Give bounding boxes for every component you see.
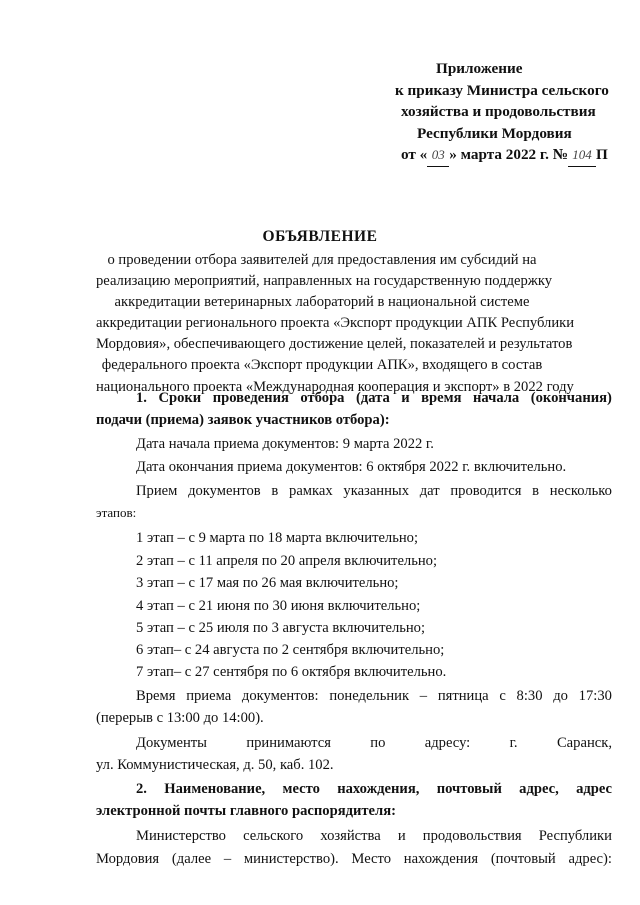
heading-word: адрес — [576, 781, 612, 797]
appendix-line: Республики Мордовия — [417, 124, 572, 142]
subtitle-line: реализацию мероприятий, направленных на государственную поддержку — [96, 273, 553, 290]
heading-word: почтовый — [436, 781, 502, 797]
heading-word: отбора — [300, 390, 345, 406]
heading-word: начала — [472, 390, 520, 406]
section1-heading — [136, 387, 612, 409]
heading-word: время — [421, 390, 462, 406]
appendix-line: к приказу Министра сельского — [395, 81, 609, 99]
heading-word: и — [401, 390, 410, 406]
heading-word: 1. — [136, 390, 147, 406]
section2-heading-cont — [96, 800, 396, 822]
document-subtitle — [96, 250, 575, 398]
heading-text: подачи (приема) заявок участников отбора): — [96, 412, 390, 428]
stage-item: 3 этап – с 17 мая по 26 мая включительно; — [136, 575, 399, 591]
section1-heading-cont — [96, 409, 390, 431]
heading-word: 2. — [136, 781, 147, 797]
appendix-date-line — [401, 144, 608, 167]
subtitle-line: национального проекта «Международная кооперация и экспорт» в 2022 году — [96, 378, 574, 395]
section2-paragraph: Министерство сельского хозяйства и продовольствия Республики — [136, 828, 612, 844]
subtitle-line: аккредитации регионального проекта «Экспорт продукции АПК Республики — [96, 315, 575, 332]
subtitle-line: Мордовия», обеспечивающего достижение целей, показателей и результатов — [96, 336, 573, 353]
stage-item: 4 этап – с 21 июня по 30 июня включительно; — [136, 598, 421, 614]
stages-intro-cont: этапов: — [96, 505, 137, 520]
working-hours-cont: (перерыв с 13:00 до 14:00). — [96, 710, 264, 726]
heading-word: адрес, — [519, 781, 559, 797]
heading-word: Сроки — [158, 390, 202, 406]
heading-word: Наименование, — [164, 781, 266, 797]
working-hours: Время приема документов: понедельник – пятница с 8:30 до 17:30 — [136, 688, 612, 704]
appendix-line: Приложение — [436, 60, 523, 77]
document-title: ОБЪЯВЛЕНИЕ — [262, 228, 378, 245]
subtitle-line: аккредитации ветеринарных лабораторий в национальной системе — [114, 294, 530, 311]
stages-intro: Прием документов в рамках указанных дат проводится в несколько — [136, 483, 612, 499]
stage-item: 5 этап – с 25 июля по 3 августа включительно; — [136, 620, 426, 636]
address-line-cont: ул. Коммунистическая, д. 50, каб. 102. — [96, 757, 334, 773]
number-suffix: П — [595, 146, 608, 163]
handwritten-day: 03 — [427, 144, 449, 167]
subtitle-line: о проведении отбора заявителей для предоставления им субсидий на — [107, 252, 537, 268]
heading-word: (дата — [355, 390, 390, 406]
heading-word: проведения — [212, 390, 289, 406]
start-date: Дата начала приема документов: 9 марта 2022 г. — [136, 436, 434, 452]
end-date: Дата окончания приема документов: 6 октября 2022 г. включительно. — [136, 459, 567, 475]
stage-item: 2 этап – с 11 апреля по 20 апреля включительно; — [136, 553, 438, 569]
address-line: Документы принимаются по адресу: г. Саранск, — [136, 735, 612, 751]
heading-word: (окончания) — [530, 390, 612, 406]
subtitle-line: федерального проекта «Экспорт продукции АПК», входящего в состав — [101, 357, 543, 374]
date-mid: » марта 2022 г. № — [449, 146, 568, 163]
appendix-line: хозяйства и продовольствия — [401, 103, 596, 120]
stage-item: 7 этап– с 27 сентября по 6 октября включительно. — [136, 664, 447, 680]
heading-word: место — [282, 781, 320, 797]
heading-text: электронной почты главного распорядителя: — [96, 803, 396, 819]
handwritten-number: 104 — [568, 144, 596, 167]
heading-word: нахождения, — [337, 781, 420, 797]
stage-item: 1 этап – с 9 марта по 18 марта включительно; — [136, 530, 419, 546]
section2-paragraph-cont: Мордовия (далее – министерство). Место нахождения (почтовый адрес): — [96, 851, 612, 867]
stage-item: 6 этап– с 24 августа по 2 сентября включительно; — [136, 642, 445, 658]
section2-heading — [136, 778, 612, 800]
date-prefix: от « — [401, 146, 428, 163]
